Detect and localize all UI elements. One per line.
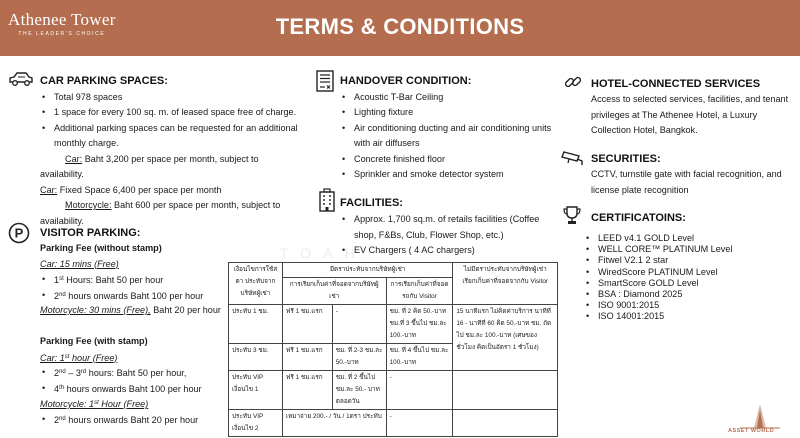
car-parking-list [40, 90, 300, 136]
table-cell: ชม. ที่ 4 ขึ้นไป ชม.ละ 100.-บาท [386, 344, 453, 371]
availability-text: availability. [40, 169, 84, 179]
header-bar [0, 0, 800, 56]
stamp-moto-list [40, 412, 240, 428]
table-cell: ฟรี 1 ชม.แรก [282, 371, 332, 410]
handover-continuation: with air diffusers [354, 138, 420, 148]
list-item: • Air conditioning ducting and air conditioning units [340, 121, 570, 136]
list-item: • 2nd hours onwards Baht 20 per hour [40, 412, 240, 428]
list-item: • WELL CORE™ PLATINUM Level [584, 244, 794, 255]
list-item: • BSA : Diamond 2025 [584, 289, 794, 300]
trophy-icon [563, 205, 581, 225]
list-item: • Additional parking spaces can be requested for an additional [40, 121, 300, 136]
table-cell: 15 นาทีแรก ไม่คิดค่าบริการ นาทีที่ 16 - นาทีที่ 60 คิด 50.-บาท ชม. ถัดไป ชม.ละ 100.-บาท (เศษของชั่วโมง คิดเป็นอัตรา 1 ชั่วโมง) [453, 305, 558, 371]
table-cell [453, 371, 558, 410]
facilities-list-2 [340, 243, 570, 258]
list-item: • 2nd – 3rd hours: Baht 50 per hour, [40, 365, 240, 381]
list-item: • Acoustic T-Bar Ceiling [340, 90, 570, 105]
list-item: • EV Chargers ( 4 AC chargers) [340, 243, 570, 258]
table-row [229, 371, 558, 410]
header-cell: เงื่อนไขการใช้สตา ประทับจากบริษัทผู้เช่า [229, 263, 283, 305]
no-stamp-car: Car: 15 mins (Free) [40, 258, 119, 269]
motorcycle-rate-text: Baht 600 per space per month, subject to [111, 200, 281, 210]
list-item: • ISO 14001:2015 [584, 311, 794, 322]
table-cell: ชม. ที่ 2 คิด 50.-บาท ชม.ที่ 3 ขึ้นไป ชม.ละ 100.-บาท [386, 305, 453, 344]
parking-icon [8, 222, 30, 244]
facilities-title: FACILITIES: [340, 197, 403, 209]
handover-list-2 [340, 152, 570, 183]
facilities-continuation: shop, F&Bs, Club, Flower Shop, etc.) [354, 229, 504, 240]
stamp-title: Parking Fee (with stamp) [40, 336, 148, 346]
logo-tagline: THE LEADER'S CHOICE [18, 31, 106, 37]
table-cell: ประทับ 3 ชม. [229, 344, 283, 371]
table-cell: ฟรี 1 ชม.แรก [282, 344, 332, 371]
list-item: • 4th hours onwards Baht 100 per hour [40, 381, 240, 397]
list-item: • 2nd hours onwards Baht 100 per hour [40, 288, 240, 304]
handover-title: HANDOVER CONDITION: [340, 75, 472, 87]
asset-world-logo-text: ASSET WORLD [728, 428, 775, 434]
list-item: • LEED v4.1 GOLD Level [584, 233, 794, 244]
car-rate-line [65, 152, 259, 167]
certifications-title: CERTIFICATOINS: [591, 212, 686, 224]
list-item: • Total 978 spaces [40, 90, 300, 105]
fixed-car-label: Car: [40, 184, 58, 195]
certifications-list [584, 233, 794, 323]
stamp-car: Car: 1st hour (Free) [40, 352, 118, 363]
list-item: • SmartScore GOLD Level [584, 278, 794, 289]
header-cell: การเรียกเก็บค่าที่จอดรถกับ Visitor [386, 278, 453, 305]
table-cell: ประทับ VIP เงื่อนไข 1 [229, 371, 283, 410]
table-cell: ประทับ 1 ชม. [229, 305, 283, 344]
securities-title: SECURITIES: [591, 153, 661, 165]
facilities-list [340, 212, 570, 227]
header-group-cell: มีตราประทับจากบริษัทผู้เช่า [282, 263, 453, 278]
document-icon [316, 70, 334, 92]
list-item: • 1st Hours: Baht 50 per hour [40, 272, 240, 288]
car-icon [8, 71, 34, 87]
fixed-space-line [40, 183, 221, 198]
link-icon [563, 72, 583, 92]
list-item: • ISO 9001:2015 [584, 300, 794, 311]
stamp-list [40, 365, 240, 398]
no-stamp-motorcycle: Motorcycle: 30 mins (Free), Baht 20 per hour [40, 305, 221, 315]
table-header-row [229, 263, 558, 278]
table-row [229, 410, 558, 437]
table-cell: ชม. ที่ 2-3 ชม.ละ 50.-บาท [332, 344, 386, 371]
list-item: • Sprinkler and smoke detector system [340, 167, 570, 182]
cctv-camera-icon [561, 148, 585, 166]
car-parking-title: CAR PARKING SPACES: [40, 75, 168, 87]
stamp-motorcycle: Motorcycle: 1st Hour (Free) [40, 399, 149, 409]
table-cell: เหมาจ่าย 200.- / วัน / 1ตรา ประทับ [282, 410, 386, 437]
list-item: • 1 space for every 100 sq. m. of leased space free of charge. [40, 105, 300, 120]
table-cell [453, 410, 558, 437]
monthly-charge-text: monthly charge. [54, 138, 119, 148]
logo-name: Athenee Tower [8, 10, 116, 29]
list-item: • Lighting fixture [340, 105, 570, 120]
parking-fee-table [228, 262, 558, 437]
motorcycle-rate-line [65, 198, 280, 213]
securities-text: CCTV, turnstile gate with facial recognition, and license plate recognition [591, 169, 782, 195]
page-title: TERMS & CONDITIONS [275, 14, 525, 39]
list-item: • WiredScore PLATINUM Level [584, 267, 794, 278]
motorcycle-label: Motorcycle: [65, 200, 112, 210]
hotel-services-title: HOTEL-CONNECTED SERVICES [591, 78, 761, 90]
table-cell: ประทับ VIP เงื่อนไข 2 [229, 410, 283, 437]
car-rate-text: Baht 3,200 per space per month, subject to [82, 153, 259, 164]
list-item: • Approx. 1,700 sq.m. of retails facilities (Coffee [340, 212, 570, 227]
fixed-space-text: Fixed Space 6,400 per space per month [57, 184, 222, 195]
handover-list [340, 90, 570, 136]
visitor-parking-title: VISITOR PARKING: [40, 227, 141, 239]
svg-text:P: P [14, 225, 24, 241]
list-item: • Concrete finished floor [340, 152, 570, 167]
building-icon [318, 188, 336, 212]
hotel-services-text: Access to selected services, facilities, and tenant privileges at The Athenee Hotel, a Luxury Collection Hotel, Bangkok. [591, 94, 789, 136]
no-stamp-title: Parking Fee (without stamp) [40, 243, 162, 253]
table-cell: - [332, 305, 386, 344]
header-cell: การเรียกเก็บค่าที่จอดจากบริษัทผู้เช่า [282, 278, 386, 305]
table-cell: - [386, 410, 453, 437]
car-label: Car: [65, 153, 83, 164]
table-cell: ชม. ที่ 2 ขึ้นไป ชม.ละ 50.- บาทตลอดวัน [332, 371, 386, 410]
watermark: TOAH [280, 245, 367, 261]
no-stamp-list [40, 272, 240, 305]
list-item: • Fitwel V2.1 2 star [584, 255, 794, 266]
availability-text-2: availability. [40, 215, 84, 226]
table-cell: - [386, 371, 453, 410]
table-cell: ฟรี 1 ชม.แรก [282, 305, 332, 344]
header-cell: ไม่มีตราประทับจากบริษัทผู้เช่า เรียกเก็บค่าที่จอดจากกับ Visitor [453, 263, 558, 305]
table-row [229, 305, 558, 344]
